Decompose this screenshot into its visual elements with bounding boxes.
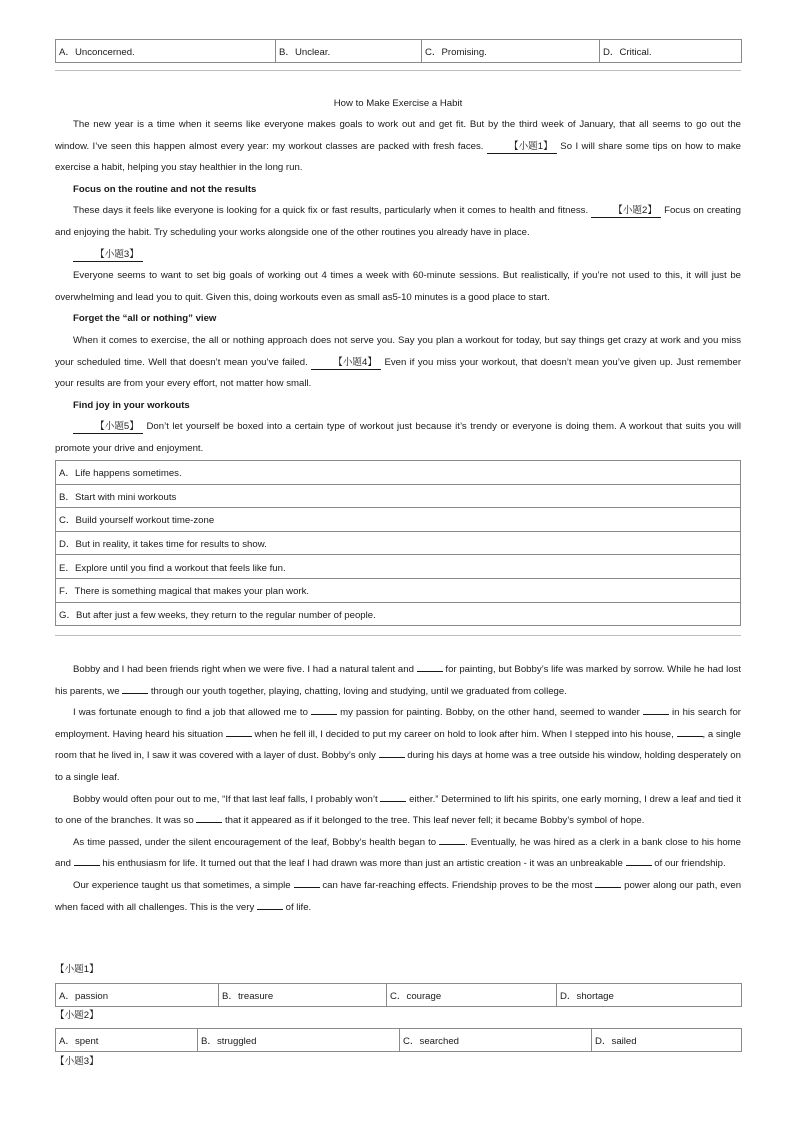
option-b[interactable]: B．treasure	[219, 984, 387, 1007]
story-paragraph-4: As time passed, under the silent encouragement of the leaf, Bobby’s health began to . Eventually, he was hired as a clerk in a bank close to his home and his enthusiasm for life. It turned out that the leaf I had drawn was more than just an artistic creation - it was an unbreakable of our friendship.	[55, 832, 741, 875]
option-d[interactable]: D．Critical.	[600, 40, 742, 63]
cloze-gap[interactable]	[380, 791, 406, 802]
question-3-label: 【小题3】	[55, 1056, 99, 1067]
cloze-gap[interactable]	[439, 834, 465, 845]
blank-2[interactable]: 【小题2】	[591, 205, 661, 218]
seven-options-table	[55, 460, 741, 626]
question-2-options	[55, 1028, 742, 1052]
seven-option-f[interactable]: F．There is something magical that makes your plan work.	[56, 578, 741, 602]
seven-option-d[interactable]: D．But in reality, it takes time for results to show.	[56, 531, 741, 555]
cloze-gap[interactable]	[122, 683, 148, 694]
option-b[interactable]: B．Unclear.	[276, 40, 422, 63]
heading-2: Forget the “all or nothing” view	[73, 313, 217, 325]
story-paragraph-3: Bobby would often pour out to me, “If that last leaf falls, I probably won’t either.” Determined to lift his spirits, one early morning, I drew a leaf and tied it to one of the branches. It was so that it appeared as if it belonged to the tree. This leaf never fell; it became Bobby’s symbol of hope.	[55, 789, 741, 832]
option-a[interactable]: A．passion	[56, 984, 219, 1007]
cloze-gap[interactable]	[74, 855, 100, 866]
option-a[interactable]: A．Unconcerned.	[56, 40, 276, 63]
seven-option-g[interactable]: G．But after just a few weeks, they return to the regular number of people.	[56, 602, 741, 626]
paragraph-5: 【小题5】 Don’t let yourself be boxed into a certain type of workout just because it’s trendy or everyone is doing them. A workout that suits you will promote your drive and enjoyment.	[55, 421, 741, 454]
paragraph-3: Everyone seems to want to set big goals of working out 4 times a week with 60-minute sessions. But realistically, if you’re not used to this, it will just be overwhelming and lead you to quit. Given this, doing workouts even as small as5-10 minutes is a good place to start.	[55, 270, 741, 303]
story-paragraph-1: Bobby and I had been friends right when we were five. I had a natural talent and for painting, but Bobby’s life was marked by sorrow. While he had lost his parents, we through our youth together, playing, chatting, loving and studying, until we graduated from college.	[55, 659, 741, 702]
prev-question-options	[55, 39, 742, 63]
story-paragraph-2: I was fortunate enough to find a job that allowed me to my passion for painting. Bobby, on the other hand, seemed to wander in his search for employment. Having heard his situation when he fell ill, I decided to put my career on hold to look after him. When I stepped into his house, , a single room that he lived in, I saw it was covered with a layer of dust. Bobby’s only during his days at home was a tree outside his window, holding desperately on to a single leaf.	[55, 702, 741, 788]
question-2-label: 【小题2】	[55, 1010, 99, 1021]
blank-4[interactable]: 【小题4】	[311, 357, 381, 370]
question-1-label: 【小题1】	[55, 964, 99, 975]
option-c[interactable]: C．searched	[400, 1029, 592, 1052]
divider	[55, 635, 741, 636]
heading-3: Find joy in your workouts	[73, 399, 190, 411]
option-b[interactable]: B．struggled	[198, 1029, 400, 1052]
question-1-options	[55, 983, 742, 1007]
option-d[interactable]: D．sailed	[592, 1029, 742, 1052]
seven-option-e[interactable]: E．Explore until you find a workout that feels like fun.	[56, 555, 741, 579]
story-paragraph-5: Our experience taught us that sometimes, a simple can have far-reaching effects. Friendship proves to be the most power along our path, even when faced with all challenges. This is the very of life.	[55, 875, 741, 918]
option-c[interactable]: C．Promising.	[422, 40, 600, 63]
cloze-gap[interactable]	[196, 812, 222, 823]
cloze-gap[interactable]	[643, 704, 669, 715]
article-title: How to Make Exercise a Habit	[333, 98, 463, 109]
blank-1[interactable]: 【小题1】	[487, 141, 557, 154]
cloze-gap[interactable]	[417, 661, 443, 672]
option-c[interactable]: C．courage	[387, 984, 557, 1007]
heading-1: Focus on the routine and not the results	[73, 183, 257, 195]
option-d[interactable]: D．shortage	[557, 984, 742, 1007]
cloze-gap[interactable]	[311, 704, 337, 715]
cloze-gap[interactable]	[677, 726, 703, 737]
cloze-gap[interactable]	[294, 877, 320, 888]
blank-3[interactable]: 【小题3】	[73, 249, 143, 262]
cloze-gap[interactable]	[226, 726, 252, 737]
cloze-gap[interactable]	[257, 899, 283, 910]
paragraph-1: The new year is a time when it seems like everyone makes goals to work out and get fit. But by the third week of January, that all seems to go out the window. I’ve seen this happen almost every year: my workout classes are packed with fresh faces. 【小题1】 So I will share some tips on how to make exercise a habit, helping you stay healthier in the long run.	[55, 119, 741, 174]
cloze-passage	[55, 659, 741, 918]
article	[55, 93, 741, 460]
cloze-gap[interactable]	[595, 877, 621, 888]
option-a[interactable]: A．spent	[56, 1029, 198, 1052]
seven-option-b[interactable]: B．Start with mini workouts	[56, 484, 741, 508]
paragraph-4: When it comes to exercise, the all or nothing approach does not serve you. Say you plan a workout for today, but say things get crazy at work and you miss your scheduled time. Well that doesn’t mean you’ve failed. 【小题4】 Even if you miss your workout, that doesn’t mean you’ve given up. Just remember your results are from your every effort, not matter how small.	[55, 334, 742, 390]
cloze-gap[interactable]	[626, 855, 652, 866]
seven-option-c[interactable]: C．Build yourself workout time-zone	[56, 508, 741, 532]
paragraph-3-blank	[55, 244, 741, 266]
paragraph-2: These days it feels like everyone is looking for a quick fix or fast results, particularly when it comes to health and fitness. 【小题2】 Focus on creating and enjoying the habit. Try scheduling your works alongside one of the other routines you already have in place.	[55, 205, 741, 238]
cloze-gap[interactable]	[379, 747, 405, 758]
divider	[55, 70, 741, 71]
seven-option-a[interactable]: A．Life happens sometimes.	[56, 461, 741, 485]
blank-5[interactable]: 【小题5】	[73, 421, 143, 434]
